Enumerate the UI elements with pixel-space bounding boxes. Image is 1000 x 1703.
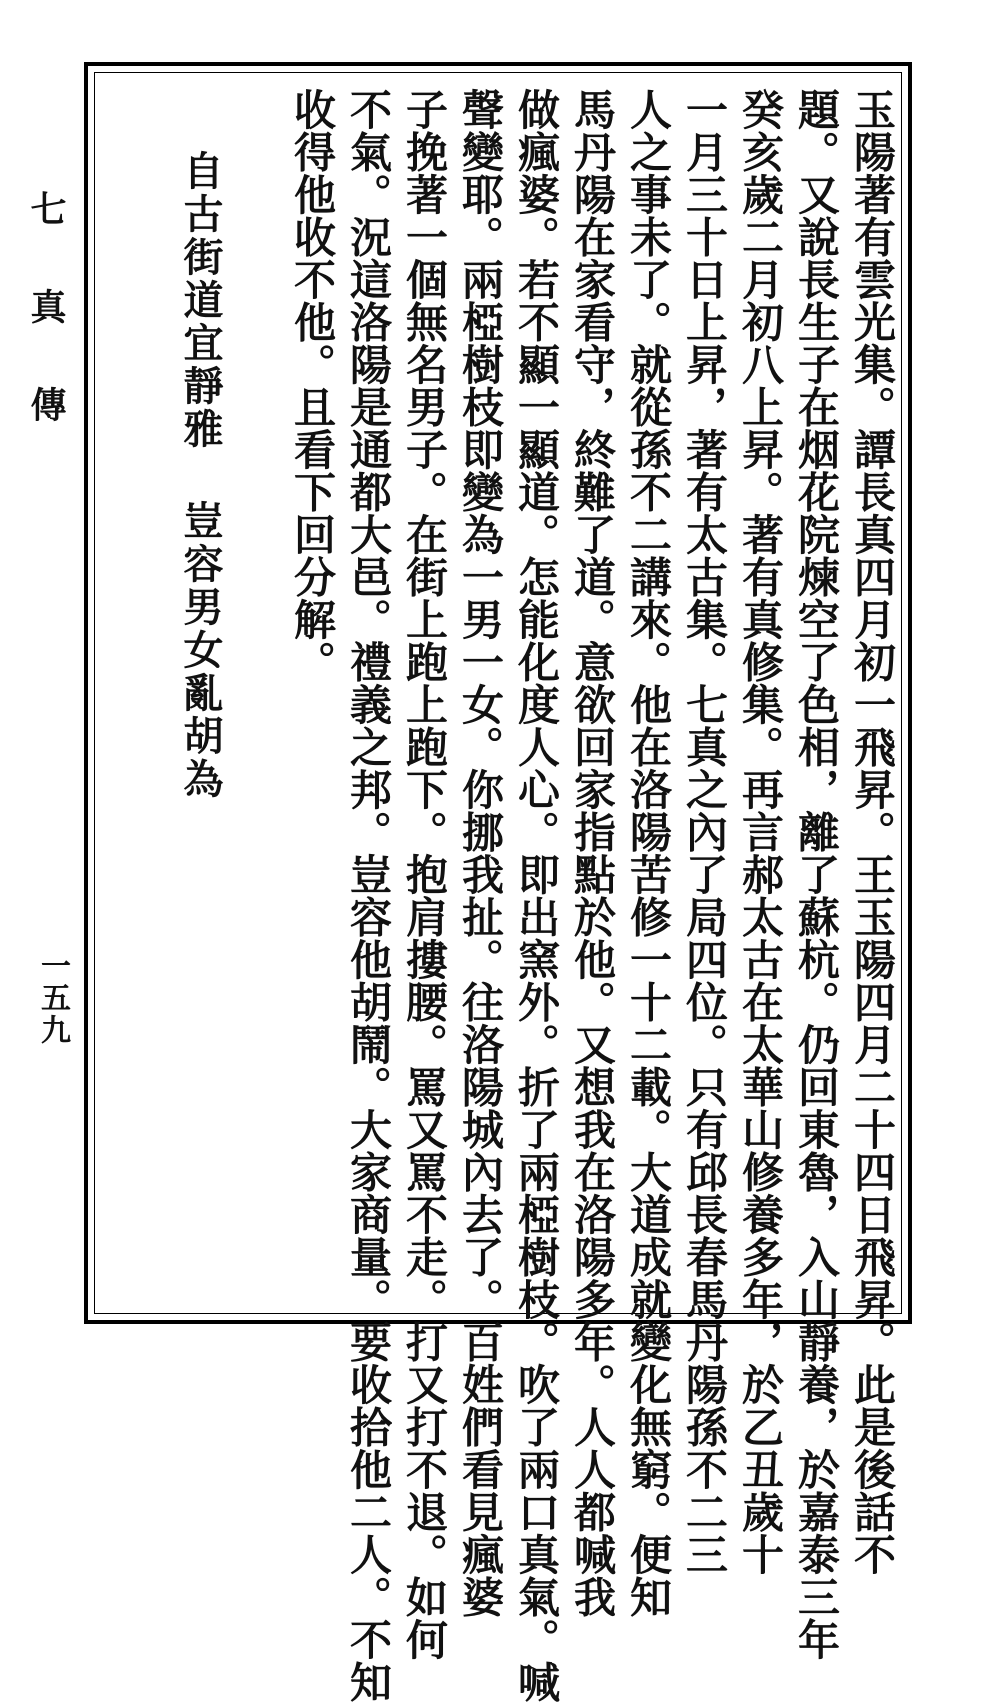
text-column: 不氣。況這洛陽是通都大邑。禮義之邦。豈容他胡鬧。大家商量。要收拾他二人。不知	[344, 88, 393, 1703]
text-column: 題。又說長生子在烟花院煉空了色相，離了蘇杭。仍回東魯，入山靜養，於嘉泰三年	[792, 88, 841, 1661]
text-column: 玉陽著有雲光集。譚長真四月初一飛昇。王玉陽四月二十四日飛昇。此是後話不	[848, 88, 897, 1576]
text-column: 人之事未了。就從孫不二講來。他在洛陽苦修一十二載。大道成就變化無窮。便知	[624, 88, 673, 1618]
text-column: 馬丹陽在家看守，終難了道。意欲回家指點於他。又想我在洛陽多年。人人都喊我	[568, 88, 617, 1618]
closing-poem-line-1: 自古街道宜靜雅	[177, 150, 224, 451]
main-text-block	[228, 88, 900, 1703]
text-column: 一月三十日上昇，著有太古集。七真之內了局四位。只有邱長春馬丹陽孫不二三	[680, 88, 729, 1576]
text-column: 癸亥歲二月初八上昇。著有真修集。再言郝太古在太華山修養多年，於乙丑歲十	[736, 88, 785, 1576]
text-column: 子挽著一個無名男子。在街上跑上跑下。抱肩摟腰。罵又罵不走。打又打不退。如何	[400, 88, 449, 1661]
closing-poem-line-2: 豈容男女亂胡為	[177, 500, 224, 801]
margin-page-number: 一五九	[35, 950, 70, 1046]
margin-book-title: 七真傳	[25, 190, 67, 484]
text-column: 聲變耶。兩椏樹枝即變為一男一女。你挪我扯。往洛陽城內去了。百姓們看見瘋婆	[456, 88, 505, 1618]
text-column: 做瘋婆。若不顯一顯道。怎能化度人心。即出窯外。折了兩椏樹枝。吹了兩口真氣。喊	[512, 88, 561, 1703]
text-column: 收得他收不他。且看下回分解。	[288, 88, 337, 683]
